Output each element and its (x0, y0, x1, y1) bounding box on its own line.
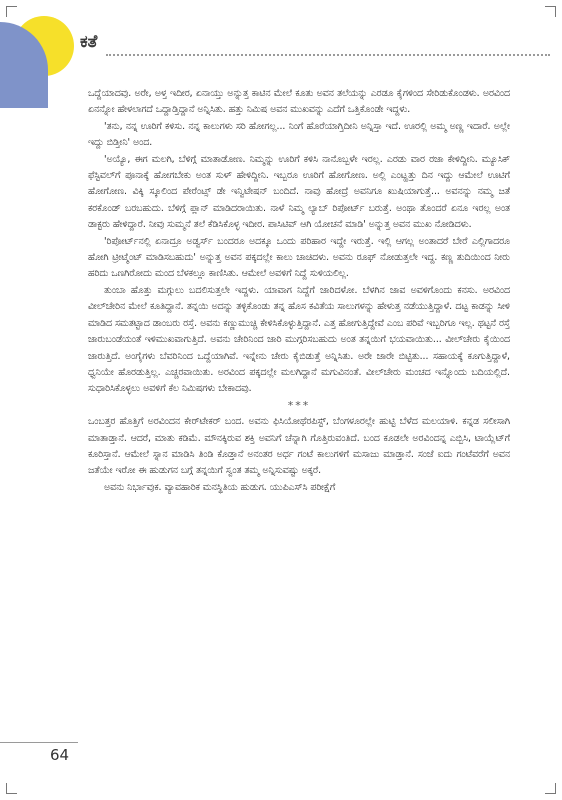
footer-rule (0, 742, 78, 743)
paragraph: 'ತನು, ನನ್ನ ಊರಿಗೆ ಕಳಿಸು. ನನ್ನ ಕಾಲುಗಳು ಸರಿ ಹೋಗಲ್ಲ... ನಿಂಗೆ ಹೊರೆಯಾಗ್ತಿದೀನಿ ಅನ್ನಿಸ್ತಾ ಇದೆ. ಊರಲ್ಲಿ ಅಮ್ಮ ಅಣ್ಣ ಇದಾರೆ. ಅಲ್ಲೇ ಇದ್ದು ಬಿಡ್ತೀನಿ' ಅಂದ. (88, 120, 510, 149)
paragraph: ತುಂಬಾ ಹೊತ್ತು ಮಗ್ಗುಲು ಬದಲಿಸುತ್ತಲೇ ಇದ್ದಳು. ಯಾವಾಗ ನಿದ್ದೆಗೆ ಜಾರಿದಳೋ. ಬೆಳಗಿನ ಜಾವ ಅವಳಿಗೊಂದು ಕನಸು. ಅರವಿಂದ ವೀಲ್‌ಚೇರಿನ ಮೇಲೆ ಕೂತಿದ್ದಾನೆ. ತನ್ನಯಿ ಅದನ್ನು ತಳ್ಳಿಕೊಂಡು ತನ್ನ ಹೊಸ ಕವಿತೆಯ ಸಾಲುಗಳನ್ನು ಹೇಳುತ್ತ ನಡೆಯುತ್ತಿದ್ದಾಳೆ. ದಟ್ಟ ಕಾಡನ್ನು ಸೀಳಿ ಮಾಡಿದ ಸಮತಟ್ಟಾದ ಡಾಂಬರು ರಸ್ತೆ. ಅವನು ಕಣ್ಣುಮುಚ್ಚಿ ಕೇಳಿಸಿಕೊಳ್ಳುತ್ತಿದ್ದಾನೆ. ಎತ್ತ ಹೋಗುತ್ತಿದ್ದೇವೆ ಎಂಬ ಪರಿವೆ ಇಬ್ಬರಿಗೂ ಇಲ್ಲ. ಥಟ್ಟನೆ ರಸ್ತೆ ಜಾರುಬಂಡೆಯಂತೆ ಇಳಿಮುಖವಾಗುತ್ತಿದೆ. ಅವನು ಚೇರಿನಿಂದ ಜಾರಿ ಮುಗ್ಗರಿಸಬಹುದು ಅಂತ ತನ್ನಯಿಗೆ ಭಯವಾಯಿತು... ವೀಲ್‌ಚೇರು ಕೈಯಿಂದ ಜಾರುತ್ತಿದೆ. ಅಂಗೈಗಳು ಬೆವರಿನಿಂದ ಒದ್ದೆಯಾಗಿವೆ. ಇನ್ನೇನು ಚೇರು ಕೈಬಿಡುತ್ತೆ ಅನ್ನಿಸಿತು. ಅರೇ ಜಾರೇ ಬಿಟ್ಟಿತು... ಸಹಾಯಕ್ಕೆ ಕೂಗುತ್ತಿದ್ದಾಳೆ, ಧ್ವನಿಯೇ ಹೊರಡುತ್ತಿಲ್ಲ. ಎಚ್ಚರವಾಯಿತು. ಅರವಿಂದ ಪಕ್ಕದಲ್ಲೇ ಮಲಗಿದ್ದಾನೆ ಮಗುವಿನಂತೆ. ವೀಲ್‌ಚೇರು ಮಂಚದ ಇನ್ನೊಂದು ಬದಿಯಲ್ಲಿದೆ. ಸುಧಾರಿಸಿಕೊಳ್ಳಲು ಅವಳಿಗೆ ಕೆಲ ನಿಮಿಷಗಳು ಬೇಕಾದವು. (88, 284, 510, 395)
paragraph: ಒದ್ದೆಯಾದವು. ಅರೇ, ಅಳ್ತ ಇದೀರ, ಏನಾಯ್ತು ಅನ್ನುತ್ತ ಕಾಟಿನ ಮೇಲೆ ಕೂತು ಅವನ ತಲೆಯನ್ನು ಎರಡೂ ಕೈಗಳಿಂದ ಸೇರಿಡುಕೊಂಡಳು. ಅರವಿಂದ ಏನನ್ನೋ ಹೇಳಲಾಗದೆ ಒದ್ದಾಡ್ತಿದ್ದಾನೆ ಅನ್ನಿಸಿತು. ಹತ್ತು ನಿಮಿಷ ಅವನ ಮುಖವನ್ನು ಎದೆಗೆ ಒತ್ತಿಕೊಂಡೇ ಇದ್ದಳು. (88, 88, 510, 116)
header-dotted-rule (106, 54, 550, 56)
article-body (88, 86, 510, 496)
crop-mark-bottom-left (6, 783, 17, 794)
paragraph: 'ಅಯ್ಯೊ, ಈಗ ಮಲಗಿ, ಬೆಳಿಗ್ಗೆ ಮಾತಾಡೋಣ. ನಿಮ್ಮನ್ನು ಊರಿಗೆ ಕಳಿಸಿ ನಾನೊಬ್ಬಳೇ ಇರಲ್ಲ. ಎರಡು ವಾರ ರಜಾ ಕೇಳಿದ್ದೀನಿ. ಮ್ಯೂಸಿಕ್ ಫೆಸ್ಟಿವಲ್‌ಗೆ ಪೂನಾಕ್ಕೆ ಹೋಗಬೇಕು ಅಂತ ಸುಳ್ ಹೇಳಿದ್ದೀನಿ. ಇಬ್ಬರೂ ಊರಿಗೆ ಹೋಗೋಣ. ಅಲ್ಲಿ ಎಂಟ್ಹತ್ತು ದಿನ ಇದ್ದು ಆಮೇಲೆ ಊಟಿಗೆ ಹೋಗೋಣ. ವಿಕ್ಕಿ ಸ್ಕೂಲಿಂದ ಪೇರೆಂಟ್ಸ್ ಡೇ ಇನ್ವಿಟೇಷನ್ ಬಂದಿದೆ. ನಾವು ಹೋದ್ರೆ ಅವನಿಗೂ ಖುಷಿಯಾಗುತ್ತೆ... ಅವನನ್ನು ನಮ್ಮ ಜತೆ ಕರಕೊಂಡ್ ಬರಬಹುದು. ಬೆಳಿಗ್ಗೆ ಪ್ಲಾನ್ ಮಾಡಿದರಾಯಿತು. ನಾಳೆ ನಿಮ್ಮ ಲ್ಯಾಬ್ ರಿಪೋರ್ಟ್ ಬರುತ್ತೆ. ಅಂಥಾ ತೊಂದರೆ ಏನೂ ಇರಲ್ಲ ಅಂತ ಡಾಕ್ಟರು ಹೇಳಿದ್ದಾರೆ. ನೀವು ಸುಮ್ಮನೆ ತಲೆ ಕೆಡಿಸಿಕೊಳ್ಳ ಇದೀರ. ಪಾಸಿಟಿವ್ ಆಗಿ ಯೋಚನೆ ಮಾಡಿ' ಅನ್ನುತ್ತ ಅವನ ಮುಖ ನೋಡಿದಳು. (88, 153, 510, 231)
page-number: 64 (50, 746, 70, 764)
section-title: ಕತೆ (80, 32, 98, 52)
paragraph: ಒಂಬತ್ತರ ಹೊತ್ತಿಗೆ ಅರವಿಂದನ ಕೇರ್‌ಟೇಕರ್ ಬಂದ. ಅವನು ಫಿಸಿಯೋಥೆರಪಿಸ್ಟ್, ಬೆಂಗಳೂರಲ್ಲೇ ಹುಟ್ಟಿ ಬೆಳೆದ ಮಲಯಾಳಿ. ಕನ್ನಡ ಸಲೀಸಾಗಿ ಮಾತಾಡ್ತಾನೆ. ಆದರೆ, ಮಾತು ಕಡಿಮೆ. ಮೌನಕ್ಕಿರುವ ಶಕ್ತಿ ಅವನಿಗೆ ಚೆನ್ನಾಗಿ ಗೊತ್ತಿರುವಂತಿದೆ. ಬಂದ ಕೂಡಲೇ ಅರವಿಂದನ್ನ ಎಬ್ಬಿಸಿ, ಟಾಯ್ಲೆಟ್‌ಗೆ ಕೂರಿಸ್ತಾನೆ. ಆಮೇಲೆ ಸ್ನಾನ ಮಾಡಿಸಿ ತಿಂಡಿ ಕೊಡ್ತಾನೆ ಅನಂತರ ಅರ್ಧ ಗಂಟೆ ಕಾಲುಗಳಿಗೆ ಮಸಾಜು ಮಾಡ್ತಾನೆ. ಸಂಜೆ ಐದು ಗಂಟೆವರೆಗೆ ಅವನ ಜತೆಯೇ ಇರೋ ಈ ಹುಡುಗನ ಬಗ್ಗೆ ತನ್ನಯಿಗೆ ಸ್ವಂತ ತಮ್ಮ ಅನ್ನಿಸುವಷ್ಟು ಅಕ್ಕರೆ. (88, 416, 510, 477)
crop-mark-bottom-right (545, 783, 556, 794)
section-separator: *** (287, 398, 311, 412)
paragraph: ಅವನು ನಿರ್ಭಾವುಕ. ವ್ಯಾವಹಾರಿಕ ಮನಸ್ಥಿತಿಯ ಹುಡುಗ. ಯುಪಿಎಸ್‌ಸಿ ಪರೀಕ್ಷೆಗೆ (104, 481, 336, 493)
crop-mark-top-right (545, 6, 556, 17)
paragraph: 'ರಿಪೋರ್ಟ್‌ನಲ್ಲಿ ಏನಾದ್ರೂ ಅಡ್ವರ್ಸ್ ಬಂದರೂ ಅದಕ್ಕೂ ಒಂದು ಪರಿಹಾರ ಇದ್ದೇ ಇರುತ್ತೆ. ಇಲ್ಲಿ ಆಗಲ್ಲ ಅಂತಾದರೆ ಬೇರೆ ಎಲ್ಲಿಗಾದರೂ ಹೋಗಿ ಟ್ರೀಟ್ಮೆಂಟ್ ಮಾಡಿಸಬಹುದು' ಅನ್ನುತ್ತ ಅವನ ಪಕ್ಕದಲ್ಲೇ ಕಾಲು ಚಾಚಿದಳು. ಅವನು ರೂಫ್ ನೋಡುತ್ತಲೇ ಇದ್ದ. ಕಣ್ಣ ತುದಿಯಿಂದ ನೀರು ಹರಿದು ಒಣಗಿರೋದು ಮಂದ ಬೆಳಕಲ್ಲೂ ಕಾಣಿಸಿತು. ಆಮೇಲೆ ಅವಳಿಗೆ ನಿದ್ದೆ ಸುಳಿಯಲಿಲ್ಲ. (88, 235, 510, 280)
